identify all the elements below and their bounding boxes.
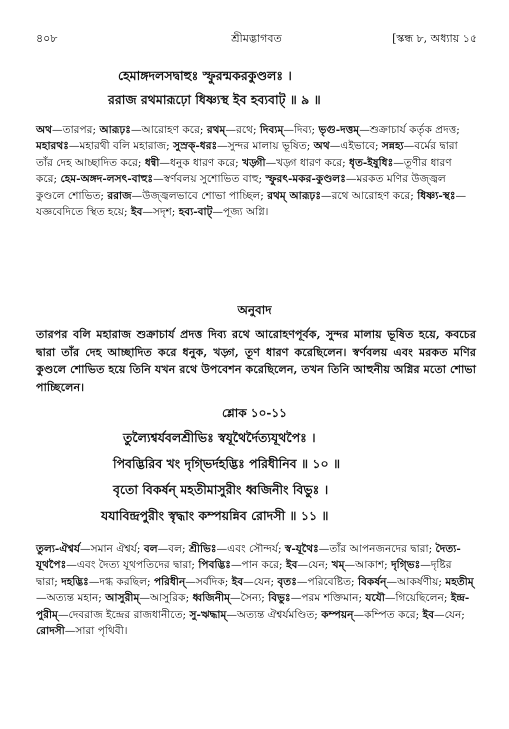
synonym-meaning: অত্যন্ত মহান; bbox=[46, 592, 106, 605]
synonym-term: দৈত্য-যূথপৈঃ bbox=[36, 543, 461, 572]
synonym-meaning: উজ্জ্বলভাবে শোভা পাচ্ছিল; bbox=[142, 189, 268, 202]
synonym-term: আরূঢ়ঃ bbox=[99, 124, 131, 136]
synonym-term: ইব bbox=[285, 559, 298, 572]
synonym-meaning: যেন; bbox=[307, 559, 332, 572]
synonym-term: স্ব-যূথৈঃ bbox=[284, 543, 319, 555]
synonym-meaning: বল; bbox=[168, 543, 189, 555]
synonym-term: ইন্দ্র-পুরীম্ bbox=[36, 592, 470, 621]
synonym-term: দহদ্ভিঃ bbox=[61, 575, 89, 588]
verse-9-line-1: হেমাঙ্গদলসদ্বাহুঃ স্ফুরন্মকরকুণ্ডলঃ । bbox=[118, 68, 292, 83]
synonym-term: খম্ bbox=[331, 559, 345, 572]
synonym-term: মহারথঃ bbox=[36, 140, 69, 153]
synonym-term: তুল্য-ঐশ্বর্য bbox=[36, 543, 80, 555]
synonym-meaning: মহারথী বলি মহারাজ; bbox=[79, 140, 174, 153]
synonym-meaning: এইভাবে; bbox=[340, 140, 382, 153]
synonym-term: ধিষ্ণ্য-স্থঃ bbox=[417, 189, 456, 202]
synonym-term: মহতীম্ bbox=[445, 575, 474, 588]
synonym-term: কম্পয়ন্ bbox=[321, 608, 354, 621]
synonym-term: পরিধীন্ bbox=[153, 575, 186, 588]
synonym-meaning: দেবরাজ ইন্দ্রের রাজধানীতে; bbox=[68, 608, 190, 621]
verse-9-line-2: ররাজ রথমারূঢ়ো ধিষ্ণ্যস্থ ইব হব্যবাট্ ॥ ৯ ॥ bbox=[108, 92, 321, 107]
synonym-term: হব্য-বাট্ bbox=[178, 206, 213, 219]
synonym-meaning: কম্পিত করে; bbox=[364, 608, 423, 621]
synonym-term: ইব bbox=[130, 206, 143, 219]
synonym-term: সন্নহ্য bbox=[381, 140, 404, 153]
synonym-term: আসুরীম্ bbox=[105, 592, 140, 605]
synonym-meaning: মরকত মণির উজ্জ্বল কুণ্ডলে শোভিত; bbox=[36, 173, 446, 202]
synonym-term: ধৃত-ইষুধিঃ bbox=[349, 156, 394, 169]
synonym-meaning: পরম শক্তিমান; bbox=[301, 592, 366, 605]
synonym-meaning: শুক্রাচার্য কর্তৃক প্রদত্ত; bbox=[369, 124, 460, 136]
page-header bbox=[36, 30, 477, 48]
chapter-reference: [স্কন্ধ ৮, অধ্যায় ১৫ bbox=[392, 32, 477, 45]
synonym-meaning: পূজ্য অগ্নি। bbox=[223, 206, 269, 219]
synonym-term: অথ bbox=[313, 140, 330, 153]
synonym-meaning: আকাশ; bbox=[355, 559, 392, 572]
synonym-meaning: ধনুক ধারণ করে; bbox=[170, 156, 243, 169]
synonym-term: ধন্বী bbox=[144, 156, 160, 169]
synonym-meaning: তূণীর ধারণ করে; bbox=[36, 156, 452, 186]
synonym-term: স্ফুরৎ-মকর-কুণ্ডলঃ bbox=[265, 173, 346, 186]
synonym-term: বৃতঃ bbox=[277, 575, 297, 588]
translation-verse-9: তারপর বলি মহারাজ শুক্রাচার্য প্রদত্ত দিব্য রথে আরোহণপূর্বক, সুন্দর মালায় ভূষিত হয়ে, কবচের দ্বারা তাঁর দেহ আচ্ছাদিত করে ধনুক, খড়্গ, তূণ ধারণ করেছিলেন। স্বর্ণবলয় এবং মরকত মণির কুণ্ডলে শোভিত হয়ে তিনি যখন রথে উপবেশন করেছিলেন, তখন তিনি আহুনীয় অগ্নির মতো শোভা পাচ্ছিলেন। bbox=[36, 327, 476, 394]
synonym-term: ভৃগু-দত্তম্ bbox=[318, 124, 360, 136]
synonym-term: খড়্গী bbox=[242, 156, 266, 169]
synonym-term: ইব bbox=[422, 608, 434, 621]
synonyms-verse-9: অথ—তারপর; আরূঢ়ঃ—আরোহণ করে; রথম্—রথে; দিব্যম্—দিব্য; ভৃগু-দত্তম্—শুক্রাচার্য কর্তৃক প্রদত্ত; মহারথঃ—মহারথী বলি মহারাজ; সুস্রক্-ধরঃ—সুন্দর মালায় ভূষিত; অথ—এইভাবে; সন্নহ্য—বর্মের দ্বারা তাঁর দেহ আচ্ছাদিত করে; ধন্বী—ধনুক ধারণ করে; খড়্গী—খড়্গ ধারণ করে; ধৃত-ইষুধিঃ—তূণীর ধারণ করে; হেম-অঙ্গদ-লসৎ-বাহুঃ—স্বর্ণবলয় সুশোভিত বাহু; স্ফুরৎ-মকর-কুণ্ডলঃ—মরকত মণির উজ্জ্বল কুণ্ডলে শোভিত; ররাজ—উজ্জ্বলভাবে শোভা পাচ্ছিল; রথম্ আরূঢ়ঃ—রথে আরোহণ করে; ধিষ্ণ্য-স্থঃ—যজ্ঞবেদিতে স্থিত হয়ে; ইব—সদৃশ; হব্য-বাট্—পূজ্য অগ্নি। bbox=[36, 124, 467, 219]
synonym-meaning: সারা পৃথিবী। bbox=[75, 625, 128, 638]
synonym-meaning: তাঁর আপনজনদের দ্বারা; bbox=[329, 543, 436, 555]
synonym-meaning: সৈন্য; bbox=[240, 592, 269, 605]
synonym-term: সু-ঋদ্ধাম্ bbox=[189, 608, 227, 621]
synonym-term: দৃগ্ভিঃ bbox=[391, 559, 421, 572]
synonym-term: ধ্বজিনীম্ bbox=[192, 592, 231, 605]
synonym-meaning: আসুরিক; bbox=[149, 592, 193, 605]
synonym-meaning: আরোহণ করে; bbox=[141, 124, 207, 136]
synonym-term: রথম্ bbox=[206, 124, 226, 136]
synonym-meaning: এবং দৈত্য যূথপতিদের দ্বারা; bbox=[76, 559, 199, 572]
synonym-term: শ্রীভিঃ bbox=[188, 543, 217, 555]
synonym-term: সুস্রক্-ধরঃ bbox=[173, 140, 218, 153]
synonym-meaning: সমান ঐশ্বর্য; bbox=[90, 543, 144, 555]
synonym-term: পিবদ্ভিঃ bbox=[198, 559, 231, 572]
verse-10-11-heading: শ্লোক ১০-১১ bbox=[222, 406, 287, 420]
synonym-meaning: খড়্গ ধারণ করে; bbox=[276, 156, 350, 169]
synonym-meaning: রথে; bbox=[236, 124, 260, 136]
synonym-term: রোদসী bbox=[36, 625, 65, 638]
synonym-meaning: সর্বদিক; bbox=[195, 575, 232, 588]
synonym-meaning: সুন্দর মালায় ভূষিত; bbox=[227, 140, 314, 153]
synonym-meaning: দগ্ধ করছিল; bbox=[99, 575, 154, 588]
synonym-meaning: যেন; bbox=[444, 608, 465, 621]
verse-11-line-2: যযাবিন্দ্রপুরীং স্বৃদ্ধাং কম্পয়ন্নিব রোদসী ॥ ১১ ॥ bbox=[101, 508, 329, 523]
book-title: শ্রীমদ্ভাগবত bbox=[231, 32, 282, 45]
synonym-term: রথম্ আরূঢ়ঃ bbox=[267, 189, 321, 202]
synonym-meaning: গিয়েছিলেন; bbox=[395, 592, 451, 605]
synonym-meaning: পান করে; bbox=[241, 559, 286, 572]
synonym-meaning: যেন; bbox=[253, 575, 278, 588]
synonym-meaning: অত্যন্ত ঐশ্বর্যমণ্ডিত; bbox=[236, 608, 322, 621]
synonym-term: বল bbox=[143, 543, 158, 555]
synonym-meaning: সদৃশ; bbox=[152, 206, 179, 219]
synonym-meaning: স্বর্ণবলয় সুশোভিত বাহু; bbox=[163, 173, 266, 186]
verse-10-line-2: পিবদ্ভিরিব খং দৃগ্ভির্দহদ্ভিঃ পরিধীনিব ॥ ১০ ॥ bbox=[113, 456, 341, 471]
synonym-term: ররাজ bbox=[107, 189, 132, 202]
verse-11-line-1: বৃতো বিকর্ষন্ মহতীমাসুরীং ধ্বজিনীং বিভুঃ । bbox=[113, 482, 329, 497]
synonym-term: বিভুঃ bbox=[268, 592, 291, 605]
synonym-term: অথ bbox=[36, 124, 53, 136]
page-number: ৪০৮ bbox=[36, 32, 58, 45]
synonym-term: বিকর্ষন্ bbox=[357, 575, 387, 588]
synonym-meaning: দৃষ্টির দ্বারা; bbox=[36, 559, 452, 588]
synonym-meaning: পরিবেষ্টিত; bbox=[307, 575, 358, 588]
synonyms-verse-10-11: তুল্য-ঐশ্বর্য—সমান ঐশ্বর্য; বল—বল; শ্রীভিঃ—এবং সৌন্দর্য; স্ব-যূথৈঃ—তাঁর আপনজনদের দ্বারা; দৈত্য-যূথপৈঃ—এবং দৈত্য যূথপতিদের দ্বারা; পিবদ্ভিঃ—পান করে; ইব—যেন; খম্—আকাশ; দৃগ্ভিঃ—দৃষ্টির দ্বারা; দহদ্ভিঃ—দগ্ধ করছিল; পরিধীন্—সর্বদিক; ইব—যেন; বৃতঃ—পরিবেষ্টিত; বিকর্ষন্—আকর্ষণীয়; মহতীম্—অত্যন্ত মহান; আসুরীম্—আসুরিক; ধ্বজিনীম্—সৈন্য; বিভুঃ—পরম শক্তিমান; যযৌ—গিয়েছিলেন; ইন্দ্র-পুরীম্—দেবরাজ ইন্দ্রের রাজধানীতে; সু-ঋদ্ধাম্—অত্যন্ত ঐশ্বর্যমণ্ডিত; কম্পয়ন্—কম্পিত করে; ইব—যেন; রোদসী—সারা পৃথিবী। bbox=[36, 543, 474, 638]
synonym-meaning: রথে আরোহণ করে; bbox=[331, 189, 418, 202]
synonym-meaning: আকর্ষণীয়; bbox=[397, 575, 446, 588]
synonym-term: ইব bbox=[231, 575, 244, 588]
synonym-meaning: যজ্ঞবেদিতে স্থিত হয়ে; bbox=[36, 206, 131, 219]
synonym-meaning: এবং সৌন্দর্য; bbox=[227, 543, 285, 555]
synonym-term: হেম-অঙ্গদ-লসৎ-বাহুঃ bbox=[60, 173, 154, 186]
synonym-meaning: তারপর; bbox=[62, 124, 100, 136]
verse-10-line-1: তুল্যৈশ্বর্যবলশ্রীভিঃ স্বযূথৈর্দৈত্যযূথপৈঃ । bbox=[123, 430, 316, 445]
synonym-term: যযৌ bbox=[365, 592, 385, 605]
synonym-meaning: বর্মের দ্বারা তাঁর দেহ আচ্ছাদিত করে; bbox=[36, 140, 458, 169]
translation-heading: অনুবাদ bbox=[237, 303, 272, 317]
synonym-meaning: দিব্য; bbox=[293, 124, 319, 136]
synonym-term: দিব্যম্ bbox=[259, 124, 284, 136]
